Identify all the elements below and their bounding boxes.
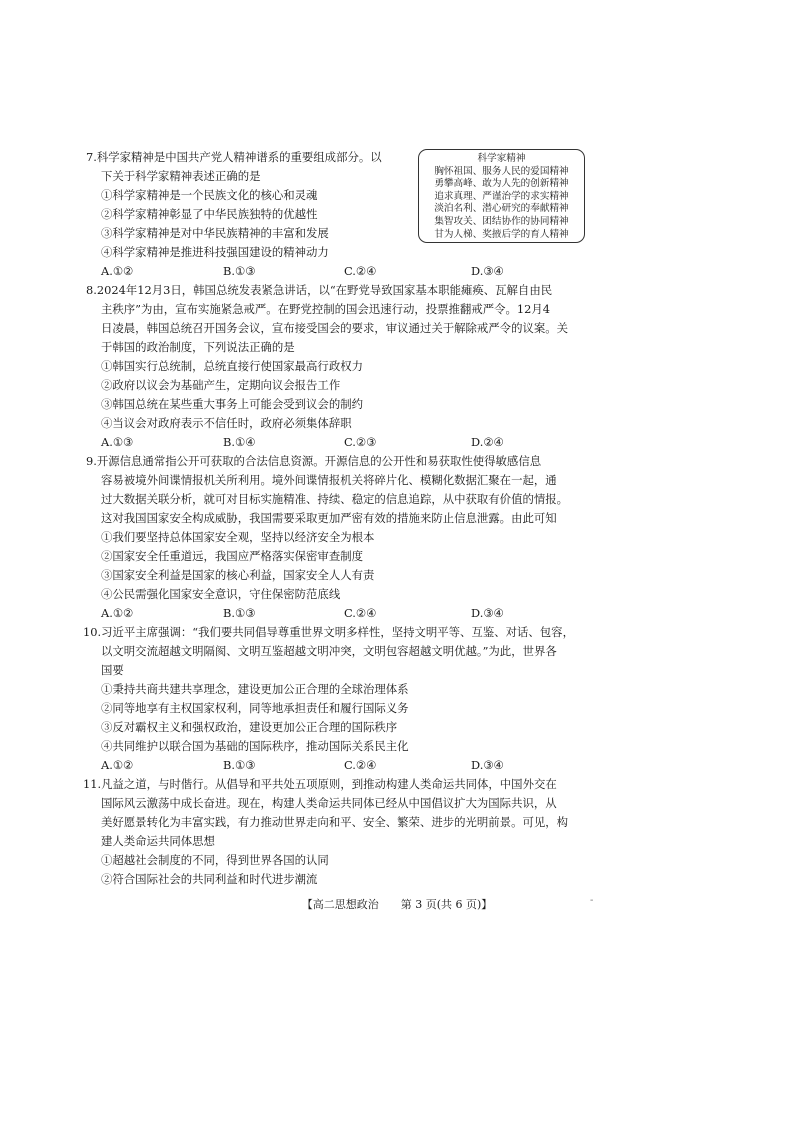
q10-option-3: ③反对霸权主义和强权政治，建设更加公正合理的国际秩序 <box>101 720 398 734</box>
q7-option-3: ③科学家精神是对中华民族精神的丰富和发展 <box>101 226 329 240</box>
q8-choices <box>101 433 521 452</box>
page-footer <box>0 896 794 914</box>
q7-stem-line-2: 下关于科学家精神表述正确的是 <box>101 169 261 183</box>
q7-option-4: ④科学家精神是推进科技强国建设的精神动力 <box>101 245 329 259</box>
q9-option-1: ①我们要坚持总体国家安全观，坚持以经济安全为根本 <box>101 530 375 544</box>
q8-option-2: ②政府以议会为基础产生，定期向议会报告工作 <box>101 378 341 392</box>
q9-stem-line-1: 9.开源信息通常指公开可获取的合法信息资源。开源信息的公开性和易获取性使得敏感信息 <box>86 454 542 468</box>
q9-stem-line-4: 这对我国国家安全构成威胁，我国需要采取更加严密有效的措施来防止信息泄露。由此可知 <box>101 511 557 525</box>
q10-choice-b[interactable]: B.①③ <box>223 758 256 772</box>
q9-choice-a[interactable]: A.①② <box>101 606 134 620</box>
q11-stem-line-2: 国际风云激荡中成长奋进。现在，构建人类命运共同体已经从中国倡议扩大为国际共识，从 <box>101 796 557 810</box>
q10-stem-line-3: 国要 <box>101 663 124 677</box>
q11-stem-line-4: 建人类命运共同体思想 <box>101 834 215 848</box>
q8-stem-line-3: 日凌晨，韩国总统召开国务会议，宣布接受国会的要求，审议通过关于解除戒严令的议案。关 <box>101 321 569 335</box>
q7-choice-d[interactable]: D.③④ <box>471 264 504 278</box>
box-line-4: 淡泊名利、潜心研究的奉献精神 <box>434 203 569 215</box>
q7-choice-a[interactable]: A.①② <box>101 264 134 278</box>
q10-stem-line-1: 10.习近平主席强调：“我们要共同倡导尊重世界文明多样性，坚持文明平等、互鉴、对话、包容， <box>83 625 574 639</box>
q11-stem-line-1: 11.凡益之道，与时偕行。从倡导和平共处五项原则，到推动构建人类命运共同体，中国外交在 <box>83 777 557 791</box>
box-line-2: 勇攀高峰、敢为人先的创新精神 <box>434 178 569 190</box>
q9-choices <box>101 604 521 623</box>
q8-stem-line-1: 8.2024年12月3日，韩国总统发表紧急讲话，以“在野党导致国家基本职能瘫痪、瓦解自由民 <box>86 283 553 297</box>
q9-option-4: ④公民需强化国家安全意识，守住保密防范底线 <box>101 587 341 601</box>
q8-option-3: ③韩国总统在某些重大事务上可能会受到议会的制约 <box>101 397 363 411</box>
q10-choice-a[interactable]: A.①② <box>101 758 134 772</box>
footer-page-number: 第 3 页(共 6 页)】 <box>400 898 493 911</box>
box-line-6: 甘为人梯、奖掖后学的育人精神 <box>434 228 569 240</box>
q7-option-1: ①科学家精神是一个民族文化的核心和灵魂 <box>101 188 318 202</box>
box-line-5: 集智攻关、团结协作的协同精神 <box>434 215 569 227</box>
q9-choice-d[interactable]: D.③④ <box>471 606 504 620</box>
q9-option-2: ②国家安全任重道远，我国应严格落实保密审查制度 <box>101 549 363 563</box>
q9-choice-b[interactable]: B.①③ <box>223 606 256 620</box>
q10-option-4: ④共同维护以联合国为基础的国际秩序，推动国际关系民主化 <box>101 739 409 753</box>
q7-choices <box>101 262 521 281</box>
footer-subject: 【高二思想政治 <box>301 898 379 911</box>
scientist-spirit-box <box>418 149 585 243</box>
q10-choice-c[interactable]: C.②④ <box>344 758 377 772</box>
q8-option-1: ①韩国实行总统制，总统直接行使国家最高行政权力 <box>101 359 363 373</box>
q11-stem-line-3: 美好愿景转化为丰富实践，有力推动世界走向和平、安全、繁荣、进步的光明前景。可见，构 <box>101 815 569 829</box>
q8-option-4: ④当议会对政府表示不信任时，政府必须集体辞职 <box>101 416 352 430</box>
box-title: 科学家精神 <box>477 153 526 164</box>
q11-option-2: ②符合国际社会的共同利益和时代进步潮流 <box>101 872 318 886</box>
box-line-1: 胸怀祖国、服务人民的爱国精神 <box>434 165 569 177</box>
q8-stem-line-4: 于韩国的政治制度，下列说法正确的是 <box>101 340 295 354</box>
q8-stem-line-2: 主秩序”为由，宣布实施紧急戒严。在野党控制的国会迅速行动，投票推翻戒严令。12月4 <box>101 302 551 316</box>
q8-choice-d[interactable]: D.②④ <box>471 435 504 449</box>
q9-option-3: ③国家安全利益是国家的核心利益，国家安全人人有责 <box>101 568 375 582</box>
q10-choice-d[interactable]: D.③④ <box>471 758 504 772</box>
q10-option-1: ①秉持共商共建共享理念，建设更加公正合理的全球治理体系 <box>101 682 409 696</box>
q7-choice-c[interactable]: C.②④ <box>344 264 377 278</box>
q7-choice-b[interactable]: B.①③ <box>223 264 256 278</box>
q8-choice-a[interactable]: A.①③ <box>101 435 134 449</box>
footer-mark: - <box>590 895 594 906</box>
q8-choice-b[interactable]: B.①④ <box>223 435 256 449</box>
q9-choice-c[interactable]: C.②④ <box>344 606 377 620</box>
q11-option-1: ①超越社会制度的不同，得到世界各国的认同 <box>101 853 329 867</box>
q8-choice-c[interactable]: C.②③ <box>344 435 377 449</box>
box-line-3: 追求真理、严谨治学的求实精神 <box>434 190 569 202</box>
q10-stem-line-2: 以文明交流超越文明隔阂、文明互鉴超越文明冲突，文明包容超越文明优越。”为此，世界各 <box>101 644 557 658</box>
q7-option-2: ②科学家精神彰显了中华民族独特的优越性 <box>101 207 318 221</box>
q10-choices <box>101 756 521 775</box>
q9-stem-line-2: 容易被境外间谍情报机关所利用。境外间谍情报机关将碎片化、模糊化数据汇聚在一起，通 <box>101 473 557 487</box>
q10-option-2: ②同等地享有主权国家权利，同等地承担责任和履行国际义务 <box>101 701 409 715</box>
q7-stem-line-1: 7.科学家精神是中国共产党人精神谱系的重要组成部分。以 <box>86 150 382 164</box>
q9-stem-line-3: 过大数据关联分析，就可对目标实施精准、持续、稳定的信息追踪，从中获取有价值的情报。 <box>101 492 569 506</box>
